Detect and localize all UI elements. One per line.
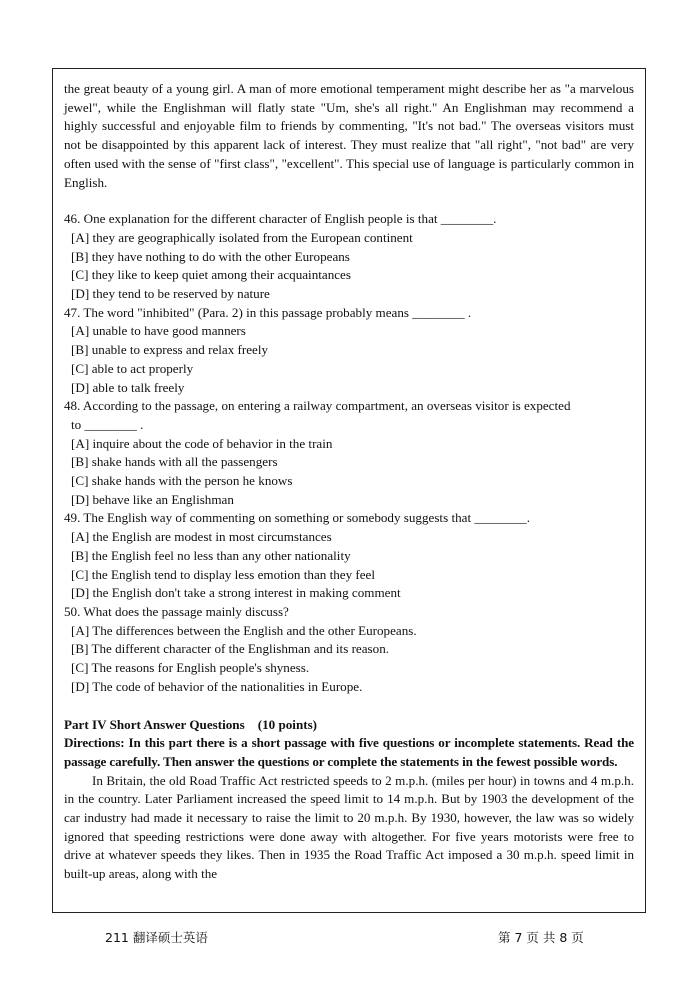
footer-page-number: 第 7 页 共 8 页	[498, 930, 584, 945]
option-c: [C] The reasons for English people's shyness.	[71, 660, 310, 676]
option-b: [B] unable to express and relax freely	[71, 342, 269, 358]
question-49	[64, 509, 634, 603]
option-c: [C] shake hands with the person he knows	[71, 473, 293, 489]
part4-directions: Directions: In this part there is a short passage with five questions or incomplete statements. Read the passage carefully. Then answer the questions or complete the statements in the fewest possible words.	[64, 735, 634, 769]
option-d: [D] they tend to be reserved by nature	[71, 286, 270, 302]
option-d: [D] able to talk freely	[71, 379, 185, 395]
option-c: [C] they like to keep quiet among their acquaintances	[71, 267, 351, 283]
option-c: [C] able to act properly	[71, 360, 194, 376]
option-a: [A] unable to have good manners	[71, 323, 246, 339]
option-a: [A] the English are modest in most circumstances	[71, 529, 332, 545]
question-stem-continuation: to ________ .	[71, 416, 144, 432]
option-c: [C] the English tend to display less emotion than they feel	[71, 566, 376, 582]
intro-paragraph: the great beauty of a young girl. A man of more emotional temperament might describe her as "a marvelous jewel", while the Englishman will flatly state "Um, she's all right." An Englishman may recommend a highly successful and enjoyable film to friends by commenting, "It's not bad." The overseas visitors must not be disappointed by this apparent lack of interest. They must realize that "all right", "not bad" are very often used with the sense of "first class", "excellent". This special use of language is particularly common in English.	[64, 81, 634, 190]
question-stem: 48. According to the passage, on entering a railway compartment, an overseas visitor is expected	[64, 398, 571, 414]
option-d: [D] The code of behavior of the nationalities in Europe.	[71, 678, 363, 694]
question-48	[64, 397, 634, 509]
option-d: [D] behave like an Englishman	[71, 491, 234, 507]
part4-heading: Part IV Short Answer Questions (10 points)	[64, 716, 318, 732]
exam-content	[64, 80, 634, 884]
question-50	[64, 603, 634, 697]
option-a: [A] inquire about the code of behavior in the train	[71, 435, 333, 451]
question-46	[64, 210, 634, 304]
question-stem: 46. One explanation for the different character of English people is that ________.	[64, 211, 497, 227]
option-b: [B] shake hands with all the passengers	[71, 454, 278, 470]
footer-exam-title: 211 翻译硕士英语	[105, 930, 208, 945]
option-d: [D] the English don't take a strong interest in making comment	[71, 585, 401, 601]
option-b: [B] they have nothing to do with the other Europeans	[71, 248, 350, 264]
question-47	[64, 304, 634, 398]
option-b: [B] the English feel no less than any other nationality	[71, 547, 351, 563]
option-a: [A] they are geographically isolated from the European continent	[71, 229, 413, 245]
option-a: [A] The differences between the English and the other Europeans.	[71, 622, 417, 638]
question-stem: 47. The word "inhibited" (Para. 2) in this passage probably means ________ .	[64, 304, 472, 320]
question-stem: 50. What does the passage mainly discuss?	[64, 603, 289, 619]
option-b: [B] The different character of the Englishman and its reason.	[71, 641, 390, 657]
question-stem: 49. The English way of commenting on something or somebody suggests that ________.	[64, 510, 530, 526]
part4-passage: In Britain, the old Road Traffic Act restricted speeds to 2 m.p.h. (miles per hour) in towns and 4 m.p.h. in the country. Later Parliament increased the speed limit to 14 m.p.h. But by 1903 the development of the car industry had made it necessary to raise the limit to 20 m.p.h. By 1930, however, the law was so widely ignored that speeding restrictions were done away with altogether. For five years motorists were free to drive at whatever speeds they likes. Then in 1935 the Road Traffic Act imposed a 30 m.p.h. speed limit in built-up areas, along with the	[64, 772, 634, 882]
